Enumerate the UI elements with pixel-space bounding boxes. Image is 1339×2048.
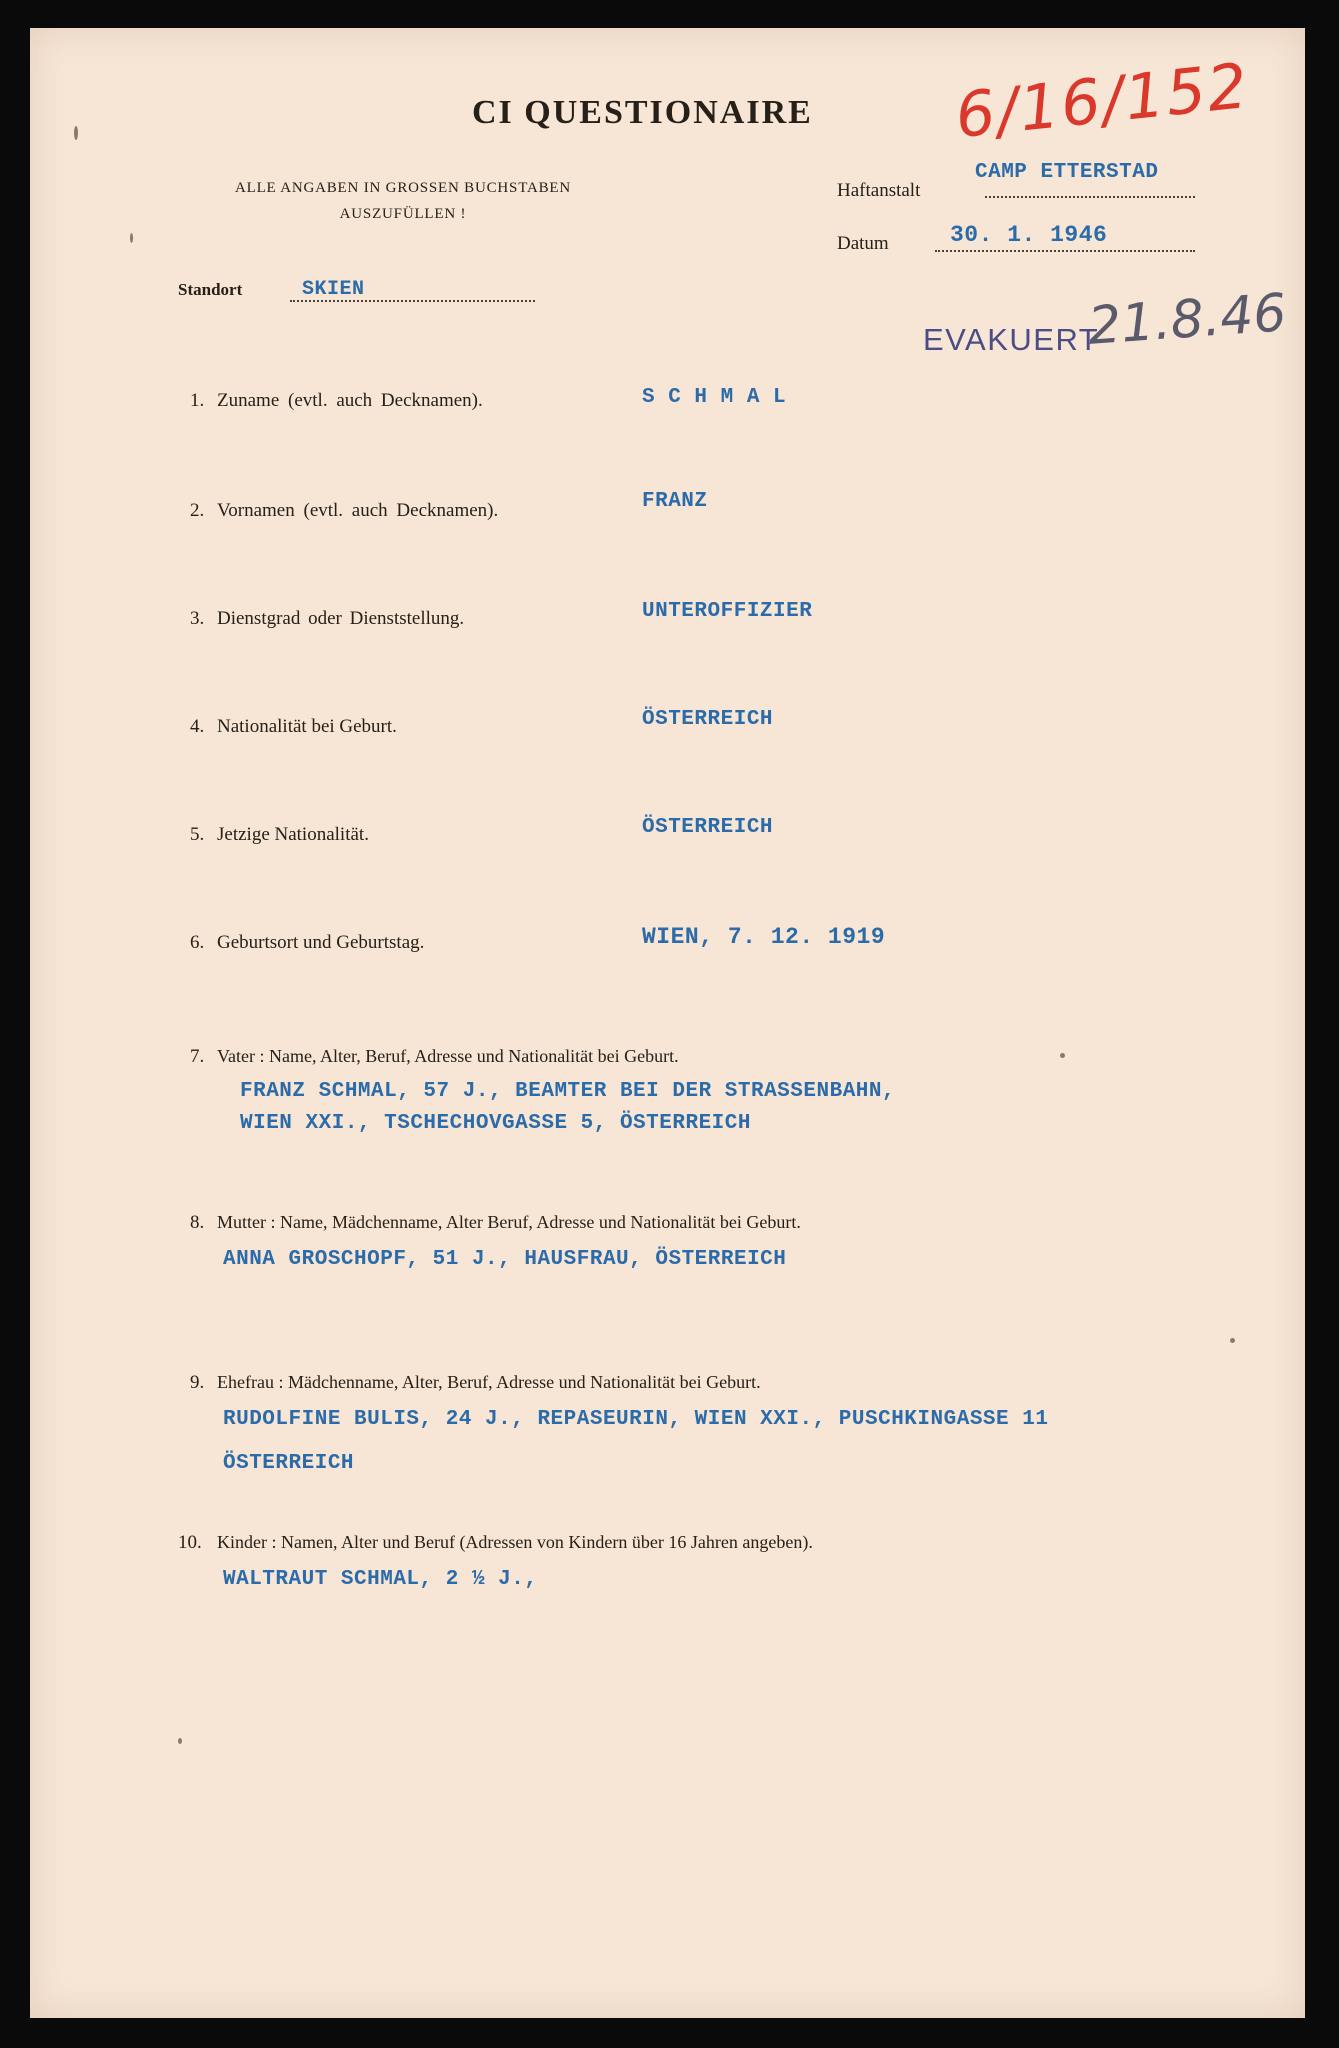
question-number: 8. <box>190 1212 205 1233</box>
instruction-line-1: ALLE ANGABEN IN GROSSEN BUCHSTABEN <box>234 180 571 196</box>
handwritten-reference-number: 6/16/152 <box>951 48 1253 153</box>
question-number: 7. <box>190 1046 205 1067</box>
questionnaire-page <box>30 28 1305 2018</box>
question-number: 1. <box>190 390 205 411</box>
question-label: Jetzige Nationalität. <box>217 824 369 845</box>
question-number: 5. <box>190 824 205 845</box>
question-number: 9. <box>190 1372 205 1393</box>
datum-label: Datum <box>837 233 889 254</box>
question-number: 2. <box>190 500 205 521</box>
instruction-line-2: AUSZUFÜLLEN ! <box>339 206 467 222</box>
evakuert-stamp: EVAKUERT <box>923 322 1100 357</box>
answer-kinder-line-1: WALTRAUT SCHMAL, 2 ½ J., <box>223 1568 538 1591</box>
stamp-handwritten-date: 21.8.46 <box>1086 283 1289 357</box>
answer-geburtsort: WIEN, 7. 12. 1919 <box>642 924 886 950</box>
question-number: 10. <box>178 1532 202 1553</box>
paper-mark <box>130 233 133 243</box>
answer-ehefrau-line-1: RUDOLFINE BULIS, 24 J., REPASEURIN, WIEN XXI., PUSCHKINGASSE 11 <box>223 1408 1049 1431</box>
datum-line <box>935 250 1195 252</box>
paper-mark <box>1230 1338 1235 1343</box>
paper-mark <box>74 126 78 140</box>
question-label: Ehefrau : Mädchenname, Alter, Beruf, Adresse und Nationalität bei Geburt. <box>217 1372 761 1392</box>
answer-jetzige-nationalitaet: ÖSTERREICH <box>642 816 774 839</box>
question-label: Mutter : Name, Mädchenname, Alter Beruf, Adresse und Nationalität bei Geburt. <box>217 1212 801 1232</box>
haftanstalt-label: Haftanstalt <box>837 180 921 201</box>
question-label: Vater : Name, Alter, Beruf, Adresse und Nationalität bei Geburt. <box>217 1046 679 1066</box>
question-label: Dienstgrad oder Dienststellung. <box>217 608 465 629</box>
question-number: 4. <box>190 716 205 737</box>
answer-vornamen: FRANZ <box>642 490 708 513</box>
question-label: Kinder : Namen, Alter und Beruf (Adressen von Kindern über 16 Jahren angeben). <box>217 1532 813 1552</box>
standort-value: SKIEN <box>302 278 365 301</box>
answer-vater-line-2: WIEN XXI., TSCHECHOVGASSE 5, ÖSTERREICH <box>240 1112 751 1135</box>
paper-mark <box>178 1738 182 1744</box>
answer-ehefrau-line-2: ÖSTERREICH <box>223 1452 355 1475</box>
answer-nationalitaet-geburt: ÖSTERREICH <box>642 708 774 731</box>
standort-label: Standort <box>178 280 243 299</box>
question-label: Geburtsort und Geburtstag. <box>217 932 425 953</box>
question-label: Nationalität bei Geburt. <box>217 716 397 737</box>
question-number: 3. <box>190 608 205 629</box>
datum-value: 30. 1. 1946 <box>950 222 1108 248</box>
answer-dienstgrad: UNTEROFFIZIER <box>642 600 813 623</box>
paper-mark <box>1060 1053 1065 1058</box>
answer-vater-line-1: FRANZ SCHMAL, 57 J., BEAMTER BEI DER STRASSENBAHN, <box>240 1080 896 1103</box>
question-label: Zuname (evtl. auch Decknamen). <box>217 390 483 411</box>
form-title: CI QUESTIONAIRE <box>472 94 813 131</box>
haftanstalt-value: CAMP ETTERSTAD <box>975 161 1159 184</box>
answer-zuname: S C H M A L <box>642 386 787 409</box>
question-label: Vornamen (evtl. auch Decknamen). <box>217 500 499 521</box>
haftanstalt-line <box>985 196 1195 198</box>
answer-mutter-line-1: ANNA GROSCHOPF, 51 J., HAUSFRAU, ÖSTERREICH <box>223 1248 787 1271</box>
question-number: 6. <box>190 932 205 953</box>
